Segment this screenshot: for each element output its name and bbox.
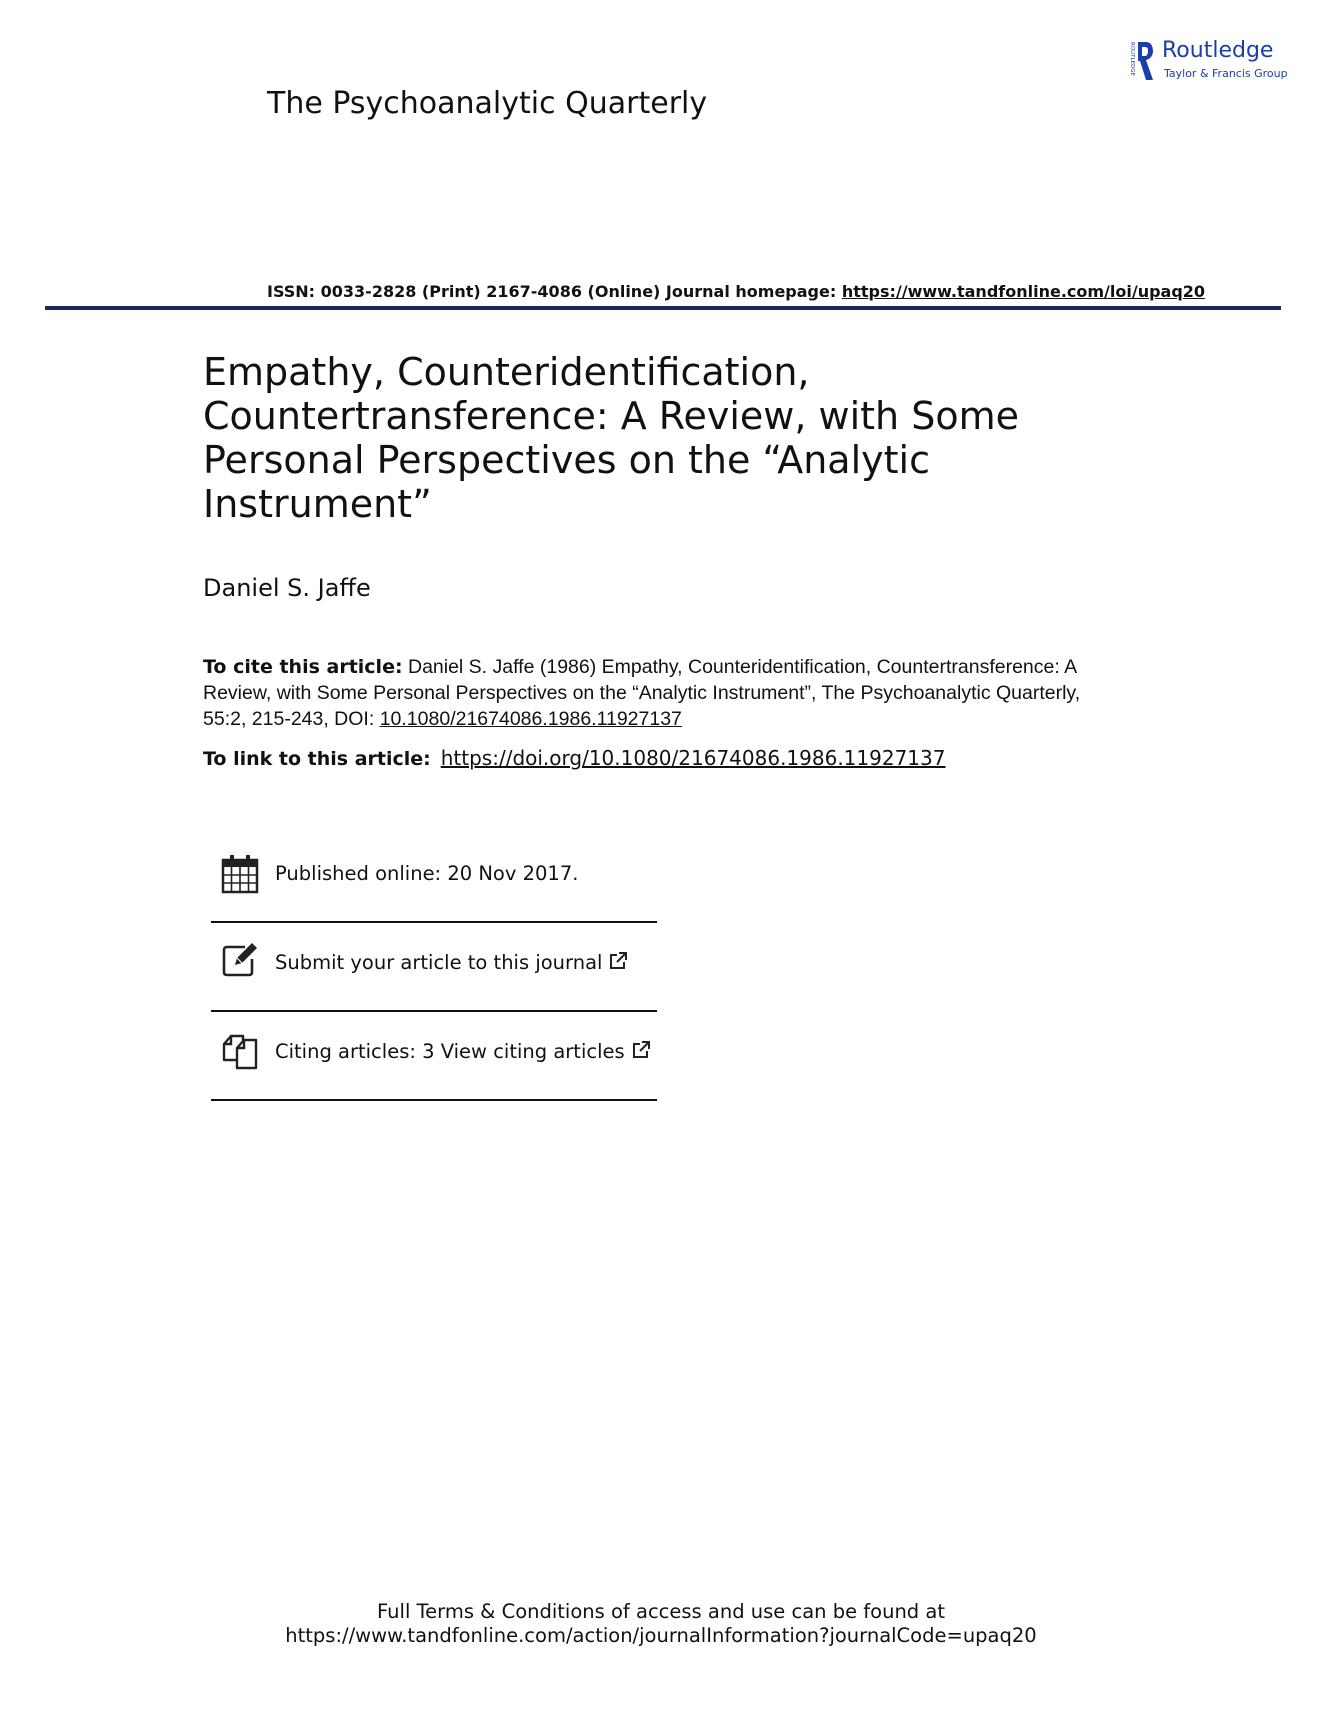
article-title	[203, 350, 1103, 526]
article-title-line: Countertransference: A Review, with Some	[203, 394, 1019, 438]
issn-line	[267, 282, 1205, 301]
article-link-label: To link to this article:	[203, 748, 431, 770]
journal-homepage-link[interactable]: https://www.tandfonline.com/loi/upaq20	[841, 282, 1206, 301]
publisher-subtitle: Taylor & Francis Group	[1164, 67, 1288, 80]
author-name: Daniel S. Jaffe	[203, 574, 371, 602]
edit-icon	[221, 939, 259, 979]
published-date: Published online: 20 Nov 2017.	[275, 862, 579, 885]
header-divider	[45, 306, 1281, 310]
submit-article-link[interactable]	[275, 951, 628, 974]
routledge-logo-icon	[1126, 38, 1154, 82]
citation-label: To cite this article:	[203, 656, 403, 678]
citing-articles-label: Citing articles: 3 View citing articles	[275, 1040, 625, 1063]
article-title-line: Personal Perspectives on the “Analytic	[203, 438, 930, 482]
published-row	[211, 848, 657, 938]
calendar-icon	[221, 854, 259, 894]
submit-article-label: Submit your article to this journal	[275, 951, 603, 974]
article-doi-link[interactable]: https://doi.org/10.1080/21674086.1986.11927137	[440, 746, 946, 770]
info-divider	[211, 921, 657, 923]
logo-vertical-text: ROUTLEDGE	[1129, 42, 1135, 77]
footer-terms	[0, 1600, 1322, 1648]
footer-terms-text: Full Terms & Conditions of access and use can be found at	[377, 1600, 945, 1623]
external-link-icon	[631, 1040, 651, 1060]
citation-text: Daniel S. Jaffe (1986) Empathy, Counteridentification, Countertransference: A Review, with Some Personal Perspectives on the “Analytic Instrument”, The Psychoanalytic Quarterly, 55:2, 215-243, DOI:	[203, 656, 1081, 730]
article-title-line: Instrument”	[203, 482, 432, 526]
publisher-logo[interactable]	[1126, 36, 1286, 86]
external-link-icon	[608, 951, 628, 971]
info-divider	[211, 1010, 657, 1012]
citation-doi-link[interactable]: 10.1080/21674086.1986.11927137	[379, 708, 682, 730]
publisher-name: Routledge	[1162, 38, 1274, 63]
article-link-block	[203, 746, 945, 770]
documents-icon	[221, 1030, 259, 1070]
info-divider	[211, 1099, 657, 1101]
footer-terms-url[interactable]: https://www.tandfonline.com/action/journalInformation?journalCode=upaq20	[285, 1624, 1037, 1647]
journal-title: The Psychoanalytic Quarterly	[267, 86, 708, 121]
citing-articles-link[interactable]	[275, 1040, 651, 1063]
issn-text: ISSN: 0033-2828 (Print) 2167-4086 (Online) Journal homepage:	[267, 282, 842, 301]
article-title-line: Empathy, Counteridentification,	[203, 350, 810, 394]
citation-block	[203, 654, 1123, 732]
